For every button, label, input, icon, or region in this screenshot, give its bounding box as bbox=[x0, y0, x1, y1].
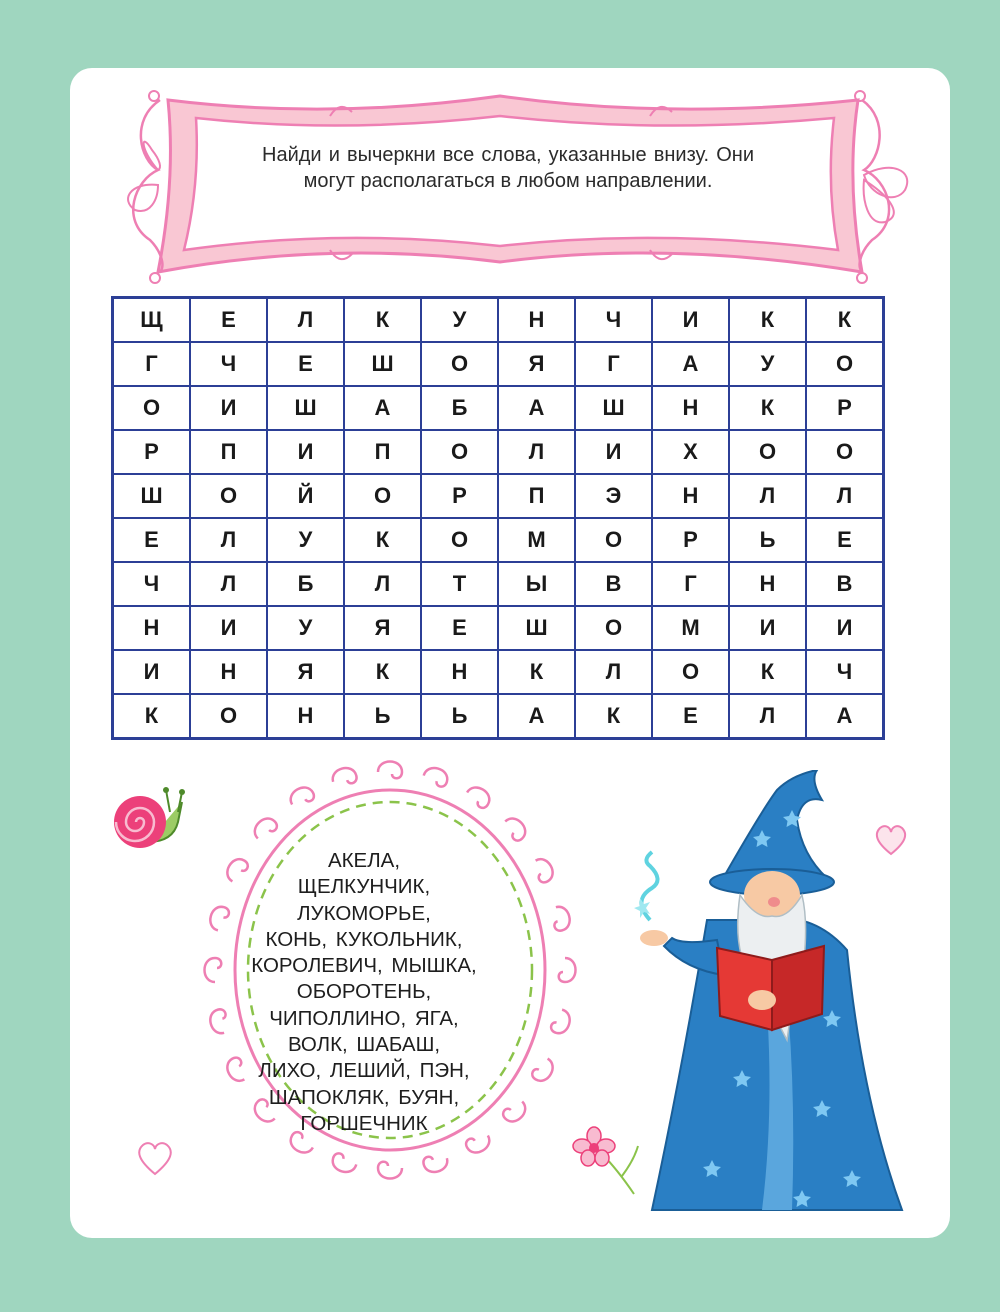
frame-curl bbox=[530, 855, 557, 884]
frame-curl bbox=[330, 765, 358, 787]
grid-cell[interactable]: Ч bbox=[113, 562, 191, 606]
grid-cell[interactable]: Е bbox=[806, 518, 884, 562]
grid-cell[interactable]: К bbox=[344, 650, 421, 694]
grid-cell[interactable]: Л bbox=[729, 694, 806, 739]
grid-cell[interactable]: Г bbox=[652, 562, 729, 606]
grid-cell[interactable]: А bbox=[344, 386, 421, 430]
frame-curl bbox=[378, 1162, 402, 1179]
grid-cell[interactable]: О bbox=[190, 694, 267, 739]
grid-cell[interactable]: Л bbox=[190, 518, 267, 562]
grid-cell[interactable]: И bbox=[190, 386, 267, 430]
grid-cell[interactable]: И bbox=[729, 606, 806, 650]
grid-cell[interactable]: О bbox=[113, 386, 191, 430]
heart-icon bbox=[134, 1138, 176, 1178]
frame-curl bbox=[378, 762, 402, 779]
grid-cell[interactable]: Ь bbox=[344, 694, 421, 739]
grid-cell[interactable]: К bbox=[498, 650, 575, 694]
word-list-line: ОБОРОТЕНЬ, bbox=[296, 980, 432, 1004]
grid-cell[interactable]: П bbox=[190, 430, 267, 474]
grid-cell[interactable]: О bbox=[575, 518, 652, 562]
grid-cell[interactable]: К bbox=[113, 694, 191, 739]
grid-cell[interactable]: У bbox=[729, 342, 806, 386]
grid-cell[interactable]: В bbox=[575, 562, 652, 606]
grid-cell[interactable]: Щ bbox=[113, 298, 191, 343]
grid-cell[interactable]: Г bbox=[575, 342, 652, 386]
grid-cell[interactable]: Л bbox=[498, 430, 575, 474]
grid-cell[interactable]: О bbox=[421, 518, 498, 562]
grid-cell[interactable]: К bbox=[729, 298, 806, 343]
grid-cell[interactable]: Ш bbox=[113, 474, 191, 518]
grid-cell[interactable]: Н bbox=[421, 650, 498, 694]
grid-cell[interactable]: Э bbox=[575, 474, 652, 518]
grid-cell[interactable]: Л bbox=[729, 474, 806, 518]
grid-row bbox=[113, 474, 884, 518]
word-list-line: ЛИХО, ЛЕШИЙ, ПЭН, bbox=[258, 1059, 470, 1083]
grid-cell[interactable]: К bbox=[729, 386, 806, 430]
grid-cell[interactable]: О bbox=[806, 430, 884, 474]
grid-cell[interactable]: О bbox=[575, 606, 652, 650]
grid-cell[interactable]: Х bbox=[652, 430, 729, 474]
grid-cell[interactable]: Ш bbox=[575, 386, 652, 430]
frame-curl bbox=[550, 1008, 572, 1036]
grid-cell[interactable]: Р bbox=[652, 518, 729, 562]
grid-cell[interactable]: Р bbox=[113, 430, 191, 474]
grid-cell[interactable]: Е bbox=[652, 694, 729, 739]
grid-cell[interactable]: Ь bbox=[421, 694, 498, 739]
grid-cell[interactable]: Ч bbox=[575, 298, 652, 343]
grid-cell[interactable]: Л bbox=[344, 562, 421, 606]
grid-row bbox=[113, 562, 884, 606]
word-search-grid bbox=[111, 296, 885, 740]
grid-cell[interactable]: Н bbox=[652, 474, 729, 518]
grid-cell[interactable]: П bbox=[344, 430, 421, 474]
grid-cell[interactable]: У bbox=[267, 518, 344, 562]
wizard-illustration bbox=[612, 770, 912, 1225]
grid-cell[interactable]: Ш bbox=[267, 386, 344, 430]
grid-cell[interactable]: А bbox=[806, 694, 884, 739]
grid-cell[interactable]: Л bbox=[806, 474, 884, 518]
grid-cell[interactable]: Й bbox=[267, 474, 344, 518]
grid-cell[interactable]: Л bbox=[575, 650, 652, 694]
grid-cell[interactable]: И bbox=[806, 606, 884, 650]
frame-curl bbox=[330, 1152, 358, 1174]
frame-curl bbox=[464, 783, 493, 810]
grid-row bbox=[113, 342, 884, 386]
frame-curl bbox=[422, 1152, 450, 1174]
grid-cell[interactable]: Е bbox=[190, 298, 267, 343]
grid-cell[interactable]: Ш bbox=[344, 342, 421, 386]
grid-row bbox=[113, 386, 884, 430]
word-list-line: ЛУКОМОРЬЕ, bbox=[297, 901, 431, 925]
grid-cell[interactable]: В bbox=[806, 562, 884, 606]
frame-curl bbox=[550, 904, 572, 932]
grid-cell[interactable]: К bbox=[344, 298, 421, 343]
grid-cell[interactable]: Н bbox=[498, 298, 575, 343]
grid-cell[interactable]: О bbox=[421, 430, 498, 474]
grid-cell[interactable]: М bbox=[652, 606, 729, 650]
grid-row bbox=[113, 694, 884, 739]
grid-cell[interactable]: Р bbox=[806, 386, 884, 430]
frame-curl bbox=[530, 1055, 557, 1084]
instruction-text: Найди и вычеркни все слова, указанные внизу. Они могут располагаться в любом направлении. bbox=[262, 144, 754, 192]
grid-row bbox=[113, 518, 884, 562]
grid-cell[interactable]: Н bbox=[652, 386, 729, 430]
grid-cell[interactable]: О bbox=[344, 474, 421, 518]
grid-cell[interactable]: У bbox=[267, 606, 344, 650]
grid-cell[interactable]: Я bbox=[498, 342, 575, 386]
grid-cell[interactable]: Я bbox=[344, 606, 421, 650]
grid-cell[interactable]: К bbox=[806, 298, 884, 343]
grid-cell[interactable]: Р bbox=[421, 474, 498, 518]
grid-cell[interactable]: И bbox=[575, 430, 652, 474]
word-list-line: КОНЬ, КУКОЛЬНИК, bbox=[265, 927, 463, 951]
grid-cell[interactable]: У bbox=[421, 298, 498, 343]
grid-cell[interactable]: П bbox=[498, 474, 575, 518]
frame-curl bbox=[208, 1008, 230, 1036]
grid-cell[interactable]: Н bbox=[113, 606, 191, 650]
frame-curl bbox=[559, 958, 576, 982]
grid-cell[interactable]: Н bbox=[190, 650, 267, 694]
frame-curl bbox=[501, 1097, 530, 1126]
word-list bbox=[236, 848, 492, 1137]
grid-cell[interactable]: Н bbox=[729, 562, 806, 606]
word-list-line: АКЕЛА, bbox=[327, 849, 401, 872]
grid-cell[interactable]: О bbox=[421, 342, 498, 386]
grid-cell[interactable]: Ш bbox=[498, 606, 575, 650]
grid-row bbox=[113, 606, 884, 650]
word-list-line: ВОЛК, ШАБАШ, bbox=[287, 1033, 441, 1057]
grid-cell[interactable]: О bbox=[652, 650, 729, 694]
grid-cell[interactable]: И bbox=[190, 606, 267, 650]
frame-curl bbox=[422, 765, 450, 787]
grid-cell[interactable]: Т bbox=[421, 562, 498, 606]
grid-cell[interactable]: К bbox=[575, 694, 652, 739]
grid-row bbox=[113, 298, 884, 343]
grid-cell[interactable]: Е bbox=[421, 606, 498, 650]
grid-cell[interactable]: Ь bbox=[729, 518, 806, 562]
grid-cell[interactable]: Б bbox=[267, 562, 344, 606]
grid-cell[interactable]: Б bbox=[421, 386, 498, 430]
frame-curl bbox=[501, 814, 530, 843]
grid-cell[interactable]: Я bbox=[267, 650, 344, 694]
word-list-line: ШАПОКЛЯК, БУЯН, bbox=[268, 1085, 460, 1109]
grid-cell[interactable]: Л bbox=[190, 562, 267, 606]
grid-cell[interactable]: Н bbox=[267, 694, 344, 739]
grid-cell[interactable]: А bbox=[498, 694, 575, 739]
grid-cell[interactable]: И bbox=[652, 298, 729, 343]
word-list-line: ГОРШЕЧНИК bbox=[300, 1111, 428, 1135]
grid-cell[interactable]: Л bbox=[267, 298, 344, 343]
grid-cell[interactable]: Ч bbox=[806, 650, 884, 694]
grid-cell[interactable]: Ы bbox=[498, 562, 575, 606]
grid-cell[interactable]: Ч bbox=[190, 342, 267, 386]
frame-curl bbox=[205, 958, 222, 982]
word-list-line: КОРОЛЕВИЧ, МЫШКА, bbox=[251, 954, 477, 978]
grid-cell[interactable]: О bbox=[190, 474, 267, 518]
word-list-line: ЧИПОЛЛИНО, ЯГА, bbox=[269, 1006, 459, 1030]
grid-cell[interactable]: И bbox=[267, 430, 344, 474]
grid-cell[interactable]: А bbox=[652, 342, 729, 386]
grid-cell[interactable]: И bbox=[113, 650, 191, 694]
frame-curl bbox=[208, 904, 230, 932]
grid-cell[interactable]: К bbox=[729, 650, 806, 694]
grid-cell[interactable]: Е bbox=[113, 518, 191, 562]
frame-curl bbox=[287, 783, 316, 810]
grid-cell[interactable]: О bbox=[729, 430, 806, 474]
grid-cell[interactable]: М bbox=[498, 518, 575, 562]
snail-icon bbox=[108, 782, 186, 854]
grid-cell[interactable]: К bbox=[344, 518, 421, 562]
grid-cell[interactable]: Е bbox=[267, 342, 344, 386]
grid-row bbox=[113, 430, 884, 474]
grid-cell[interactable]: Г bbox=[113, 342, 191, 386]
grid-cell[interactable]: А bbox=[498, 386, 575, 430]
word-list-line: ЩЕЛКУНЧИК, bbox=[297, 875, 431, 899]
frame-curl bbox=[250, 814, 279, 843]
grid-cell[interactable]: О bbox=[806, 342, 884, 386]
grid-row bbox=[113, 650, 884, 694]
